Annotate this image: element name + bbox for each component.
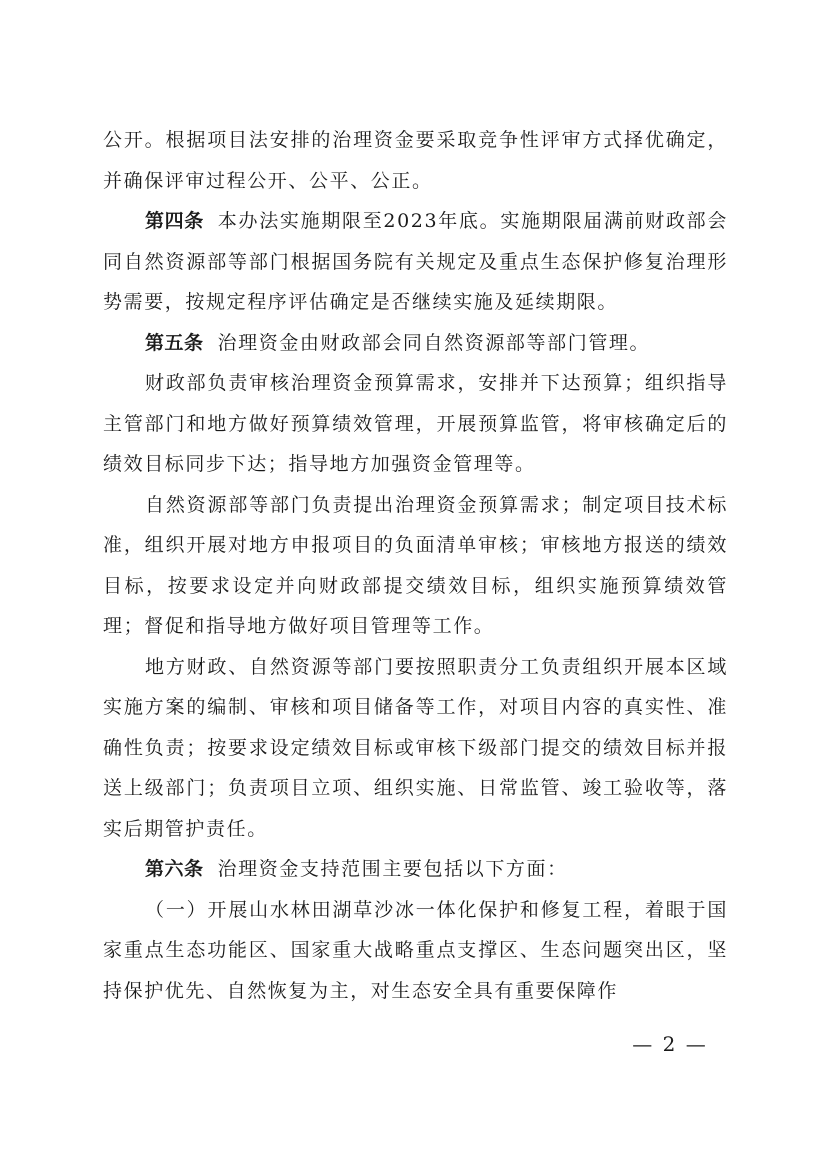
paragraph-text: 治理资金支持范围主要包括以下方面： [217,858,568,880]
article-6-paragraph [103,849,728,890]
paragraph-text: 本办法实施期限至2023年底。实施期限届满前财政部会同自然资源部等部门根据国务院有关规定及重点生态保护修复治理形势需要，按规定程序评估确定是否继续实施及延续期限。 [103,210,728,313]
article-6-heading: 第六条 [145,858,204,880]
paragraph-text: 治理资金由财政部会同自然资源部等部门管理。 [217,331,651,354]
article-5-paragraph [103,323,728,364]
mnr-duties-paragraph [103,485,728,647]
paragraph-text: 公开。根据项目法安排的治理资金要采取竞争性评审方式择优确定，并确保评审过程公开、公平、公正。 [103,129,728,192]
paragraph-text: （一）开展山水林田湖草沙冰一体化保护和修复工程，着眼于国家重点生态功能区、国家重大战略重点支撑区、生态问题突出区，坚持保护优先、自然恢复为主，对生态安全具有重要保障作 [103,898,728,1002]
mof-duties-paragraph [103,363,728,485]
article-4-paragraph [103,201,728,323]
paragraph-text: 财政部负责审核治理资金预算需求，安排并下达预算；组织指导主管部门和地方做好预算绩效管理，开展预算监管，将审核确定后的绩效目标同步下达；指导地方加强资金管理等。 [103,372,728,475]
local-duties-paragraph [103,647,728,850]
paragraph-1 [103,120,728,201]
paragraph-text: 自然资源部等部门负责提出治理资金预算需求；制定项目技术标准，组织开展对地方申报项目的负面清单审核；审核地方报送的绩效目标，按要求设定并向财政部提交绩效目标，组织实施预算绩效管理；督促和指导地方做好项目管理等工作。 [103,493,728,637]
paragraph-text: 地方财政、自然资源等部门要按照职责分工负责组织开展本区域实施方案的编制、审核和项目储备等工作，对项目内容的真实性、准确性负责；按要求设定绩效目标或审核下级部门提交的绩效目标并报送上级部门；负责项目立项、组织实施、日常监管、竣工验收等，落实后期管护责任。 [103,655,728,840]
page-number: — 2 — [632,1032,708,1056]
body-text [103,120,728,1011]
article-5-heading: 第五条 [145,331,204,354]
article-4-heading: 第四条 [145,210,204,232]
scope-item-1-paragraph [103,890,728,1012]
